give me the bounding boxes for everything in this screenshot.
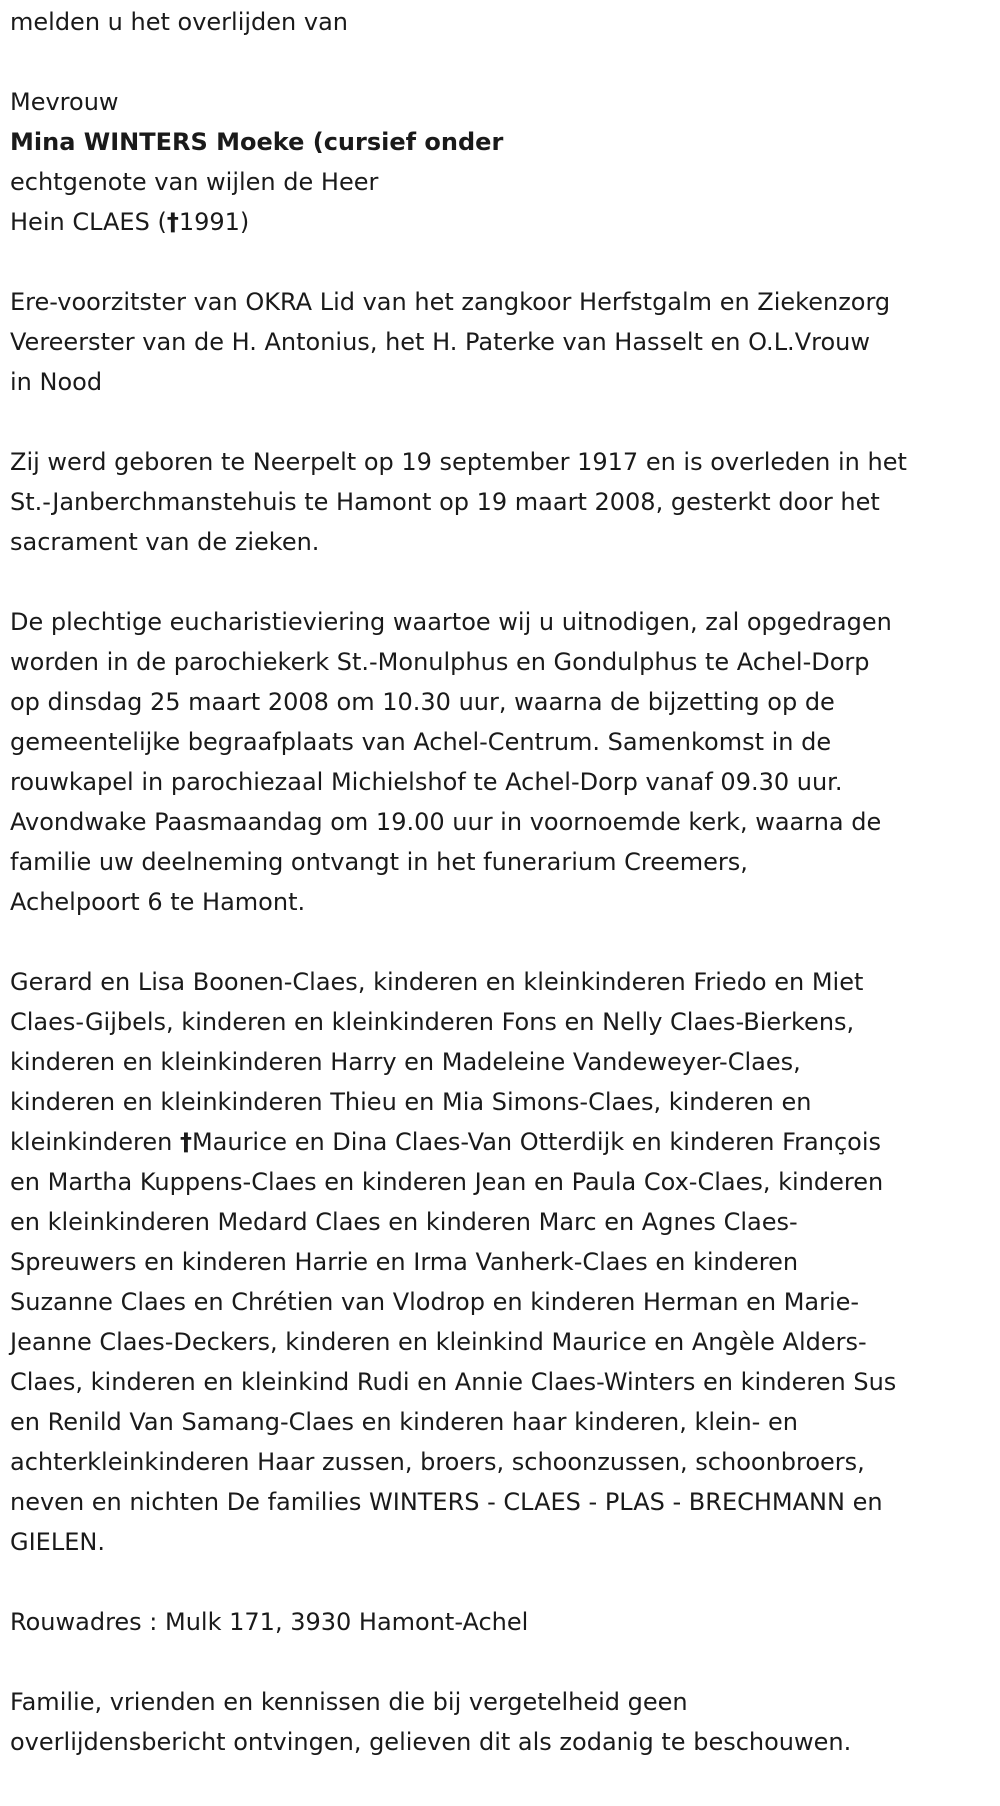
- paragraph-line: Claes-Gijbels, kinderen en kleinkinderen Fons en Nelly Claes-Bierkens,: [10, 1008, 855, 1036]
- spacer: [10, 562, 990, 602]
- paragraph-line: achterkleinkinderen Haar zussen, broers, schoonzussen, schoonbroers,: [10, 1448, 865, 1476]
- paragraph-line: Avondwake Paasmaandag om 19.00 uur in voornoemde kerk, waarna de: [10, 808, 882, 836]
- paragraph-line: sacrament van de zieken.: [10, 528, 320, 556]
- spacer: [10, 1642, 990, 1682]
- paragraph-line: worden in de parochiekerk St.-Monulphus en Gondulphus te Achel-Dorp: [10, 648, 870, 676]
- paragraph-line: De plechtige eucharistieviering waartoe wij u uitnodigen, zal opgedragen: [10, 608, 892, 636]
- paragraph-line: gemeentelijke begraafplaats van Achel-Centrum. Samenkomst in de: [10, 728, 832, 756]
- paragraph-line: Zij werd geboren te Neerpelt op 19 september 1917 en is overleden in het: [10, 448, 907, 476]
- spacer: [10, 922, 990, 962]
- honorific-title: Mevrouw: [10, 88, 119, 116]
- spacer: [10, 1562, 990, 1602]
- spacer: [10, 242, 990, 282]
- paragraph-line: GIELEN.: [10, 1528, 105, 1556]
- line-text: kleinkinderen: [10, 1128, 180, 1156]
- paragraph-line: Vereerster van de H. Antonius, het H. Paterke van Hasselt en O.L.Vrouw: [10, 328, 870, 356]
- paragraph-line: op dinsdag 25 maart 2008 om 10.30 uur, waarna de bijzetting op de: [10, 688, 835, 716]
- deceased-name: Mina WINTERS Moeke (cursief onder: [10, 128, 504, 156]
- paragraph-line: familie uw deelneming ontvangt in het funerarium Creemers,: [10, 848, 748, 876]
- paragraph-line: en Renild Van Samang-Claes en kinderen haar kinderen, klein- en: [10, 1408, 798, 1436]
- paragraph-line: rouwkapel in parochiezaal Michielshof te Achel-Dorp vanaf 09.30 uur.: [10, 768, 843, 796]
- paragraph-line: kinderen en kleinkinderen Thieu en Mia Simons-Claes, kinderen en: [10, 1088, 812, 1116]
- ceremony-paragraph: [10, 602, 990, 922]
- paragraph-line: overlijdensbericht ontvingen, gelieven dit als zodanig te beschouwen.: [10, 1728, 852, 1756]
- paragraph-line: neven en nichten De families WINTERS - CLAES - PLAS - BRECHMANN en: [10, 1488, 883, 1516]
- paragraph-line: Gerard en Lisa Boonen-Claes, kinderen en kleinkinderen Friedo en Miet: [10, 968, 864, 996]
- paragraph-line: St.-Janberchmanstehuis te Hamont op 19 maart 2008, gesterkt door het: [10, 488, 880, 516]
- paragraph-line: en kleinkinderen Medard Claes en kinderen Marc en Agnes Claes-: [10, 1208, 798, 1236]
- paragraph-line: in Nood: [10, 368, 103, 396]
- birth-death-paragraph: [10, 442, 990, 562]
- paragraph-line: Familie, vrienden en kennissen die bij vergetelheid geen: [10, 1688, 688, 1716]
- spouse-name: Hein CLAES (: [10, 208, 167, 236]
- spacer: [10, 42, 990, 82]
- honors-paragraph: [10, 282, 990, 402]
- paragraph-line: Ere-voorzitster van OKRA Lid van het zangkoor Herfstgalm en Ziekenzorg: [10, 288, 891, 316]
- closing-paragraph: [10, 1682, 990, 1762]
- paragraph-line: Achelpoort 6 te Hamont.: [10, 888, 306, 916]
- paragraph-line: [10, 1122, 990, 1162]
- spouse-line-1: echtgenote van wijlen de Heer: [10, 168, 379, 196]
- paragraph-line: en Martha Kuppens-Claes en kinderen Jean en Paula Cox-Claes, kinderen: [10, 1168, 884, 1196]
- spacer: [10, 402, 990, 442]
- paragraph-line: Jeanne Claes-Deckers, kinderen en kleinkind Maurice en Angèle Alders-: [10, 1328, 867, 1356]
- paragraph-line: kinderen en kleinkinderen Harry en Madeleine Vandeweyer-Claes,: [10, 1048, 801, 1076]
- cross-icon: †: [166, 208, 179, 236]
- intro-text: melden u het overlijden van: [10, 8, 348, 36]
- family-paragraph: [10, 962, 990, 1562]
- mourning-address: Rouwadres : Mulk 171, 3930 Hamont-Achel: [10, 1608, 529, 1636]
- paragraph-line: Suzanne Claes en Chrétien van Vlodrop en kinderen Herman en Marie-: [10, 1288, 860, 1316]
- paragraph-line: Spreuwers en kinderen Harrie en Irma Vanherk-Claes en kinderen: [10, 1248, 799, 1276]
- spouse-death-year: 1991): [178, 208, 250, 236]
- line-text: Maurice en Dina Claes-Van Otterdijk en kinderen François: [191, 1128, 881, 1156]
- paragraph-line: Claes, kinderen en kleinkind Rudi en Annie Claes-Winters en kinderen Sus: [10, 1368, 897, 1396]
- spouse-line-2: [10, 202, 990, 242]
- cross-icon: †: [179, 1128, 192, 1156]
